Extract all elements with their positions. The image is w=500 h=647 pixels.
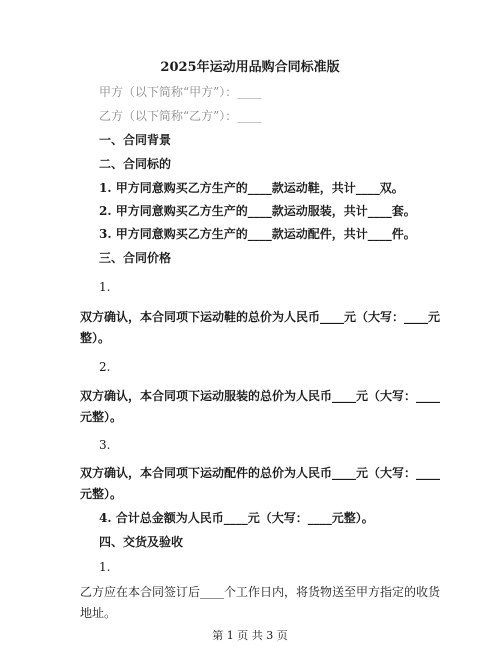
party-a-line: 甲方（以下简称“甲方”）：____	[99, 85, 262, 99]
price-accessories-line-2: 元整）。	[80, 487, 123, 501]
price-shoes-line-2: 整）。	[80, 331, 111, 345]
delivery-line-2: 地址。	[80, 606, 117, 620]
section-heading-price: 三、合同价格	[99, 251, 172, 265]
price-item-number-1: 1.	[99, 280, 111, 294]
delivery-item-number-1: 1.	[99, 560, 111, 574]
price-apparel-line-1: 双方确认，本合同项下运动服装的总价为人民币____元（大写：____	[80, 389, 441, 403]
subject-item-accessories: 3. 甲方同意购买乙方生产的____款运动配件，共计____件。	[99, 227, 416, 241]
delivery-line-1: 乙方应在本合同签订后____个工作日内，将货物送至甲方指定的收货	[80, 585, 441, 599]
price-total-line: 4. 合计总金额为人民币____元（大写：____元整）。	[99, 511, 374, 525]
subject-item-apparel: 2. 甲方同意购买乙方生产的____款运动服装，共计____套。	[99, 204, 416, 218]
party-b-line: 乙方（以下简称“乙方”）：____	[99, 109, 262, 123]
section-heading-background: 一、合同背景	[99, 133, 172, 147]
price-shoes-line-1: 双方确认，本合同项下运动鞋的总价为人民币____元（大写：____元	[80, 310, 441, 324]
document-title: 2025年运动用品购合同标准版	[160, 60, 340, 75]
section-heading-delivery: 四、交货及验收	[99, 535, 184, 549]
section-heading-subject: 二、合同标的	[99, 157, 172, 171]
price-item-number-2: 2.	[99, 360, 111, 374]
subject-item-shoes: 1. 甲方同意购买乙方生产的____款运动鞋，共计____双。	[99, 181, 404, 195]
price-accessories-line-1: 双方确认，本合同项下运动配件的总价为人民币____元（大写：____	[80, 466, 441, 480]
page-footer: 第 1 页 共 3 页	[212, 629, 288, 642]
price-item-number-3: 3.	[99, 438, 111, 452]
price-apparel-line-2: 元整）。	[80, 410, 123, 424]
